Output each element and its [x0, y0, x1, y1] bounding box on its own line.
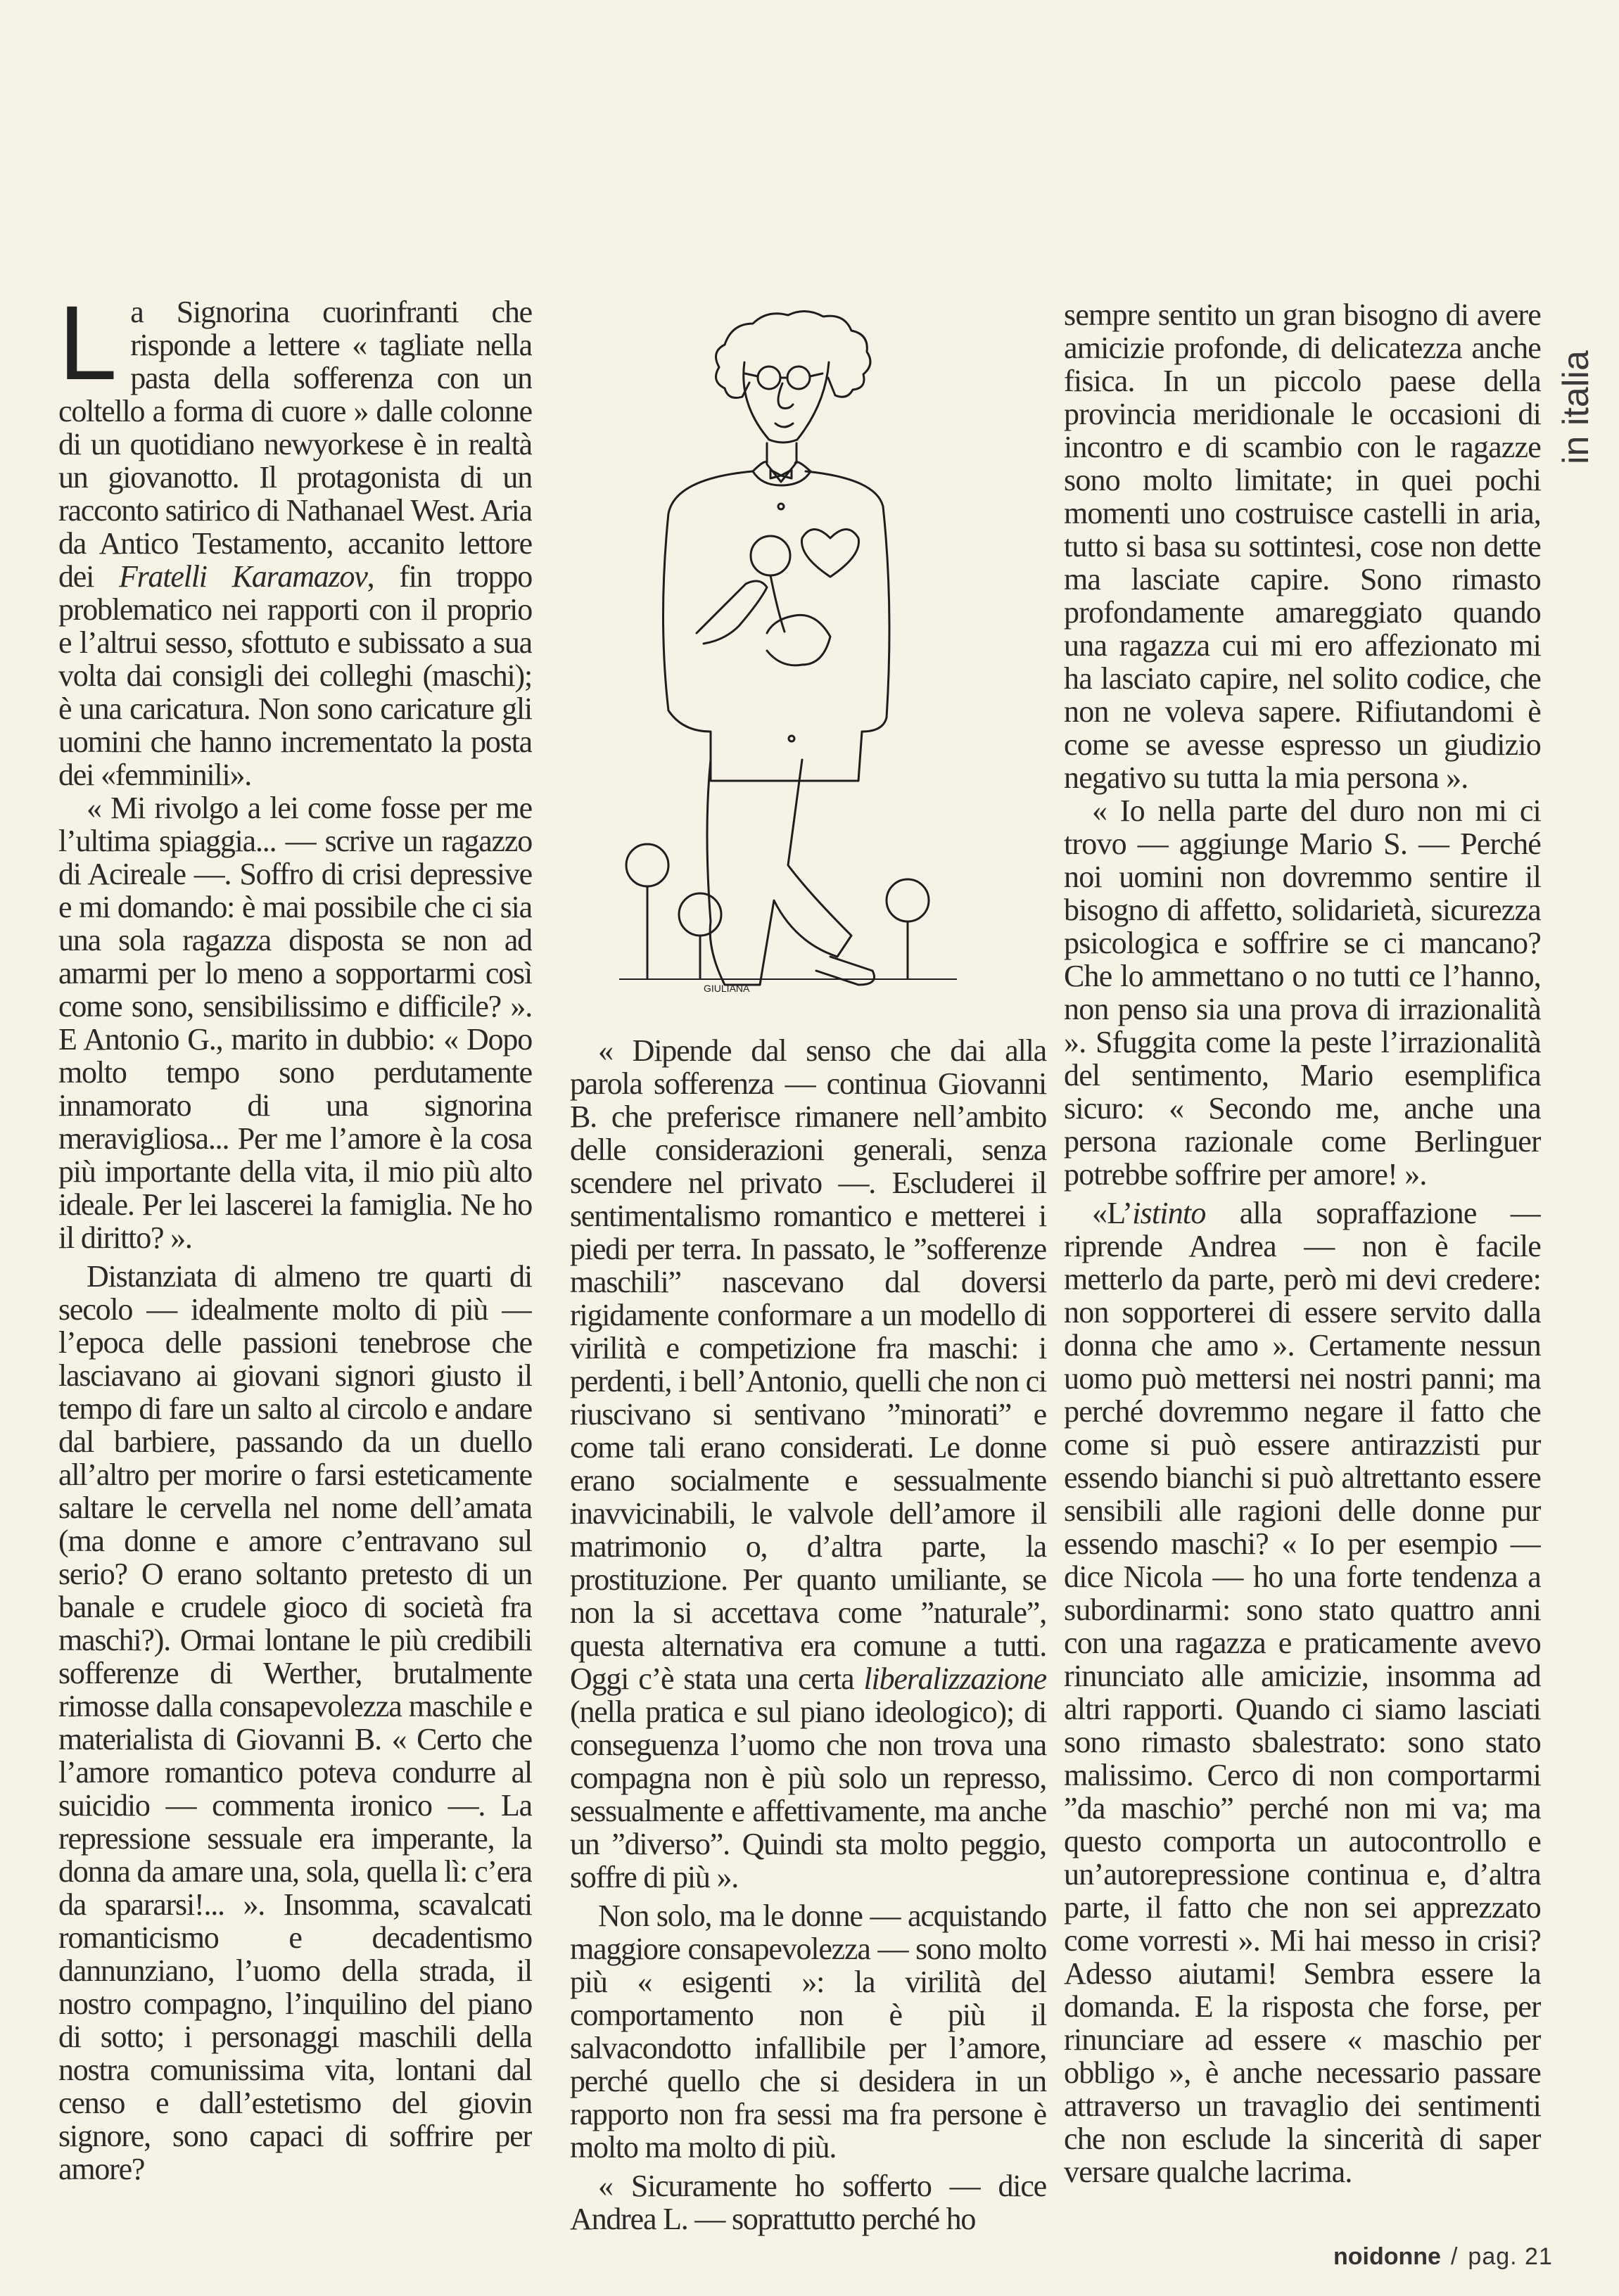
right-hand	[767, 615, 830, 665]
paragraph: Non solo, ma le donne — acquistando maggiore consapevolezza — sono molto più « esigenti »: la virilità del comportamento non è più il salvacondotto infallibile per l’amore, perché quello che si desidera in un rapporto non fra sessi ma fra persone è molto ma molto di più.	[570, 1899, 1046, 2164]
drop-cap: L	[58, 295, 117, 402]
paragraph: « Mi rivolgo a lei come fosse per me l’ultima spiaggia... — scrive un ragazzo di Acireale —. Soffro di crisi depressive e mi domando: è mai possibile che ci sia una sola ragazza disposta se non ad amarmi per lo meno a sopportarmi così come sono, sensibilissimo e difficile? ». E Antonio G., marito in dubbio: « Dopo molto tempo sono perdutamente innamorato di una signorina meravigliosa... Per me l’amore è la cosa più importante della vita, il mio più alto ideale. Per lei lascerei la famiglia. Ne ho il diritto? ».	[58, 791, 532, 1255]
ground-flower	[887, 879, 929, 921]
glasses-left	[758, 366, 780, 389]
heart-icon	[802, 530, 859, 578]
paragraph-text: « Dipende dal senso che dai alla parola sofferenza — continua Giovanni B. che preferisce rimanere nell’ambito delle considerazioni generali, senza scendere nel privato —. Escluderei il sentimentalismo romantico e metterei i piedi per terra. In passato, le ”sofferenze maschili” nascevano dal doversi rigidamente conformare a un modello di virilità e competizione fra maschi: i perdenti, i bell’Antonio, quelli che non ci riuscivano si sentivano ”minorati” e come tali erano considerati. Le donne erano socialmente e sessualmente inavvicinabili, le valvole dell’amore il matrimonio o, d’altra parte, la prostituzione. Per quanto umiliante, se non la si accettava come ”naturale”, questa alternativa era comune a tutti. Oggi c’è stata una certa	[570, 1033, 1046, 1696]
paragraph: sempre sentito un gran bisogno di avere amicizie profonde, di delicatezza anche fisica. In un piccolo paese della provincia meridionale le occasioni di incontro e di scambio con le ragazze sono molto limitate; in quei pochi momenti uno costruisce castelli in aria, tutto si basa su sottintesi, cose non dette ma lasciate capire. Sono rimasto profondamente amareggiato quando una ragazza cui mi ero affezionato mi ha lasciato capire, nel solito codice, che non ne voleva sapere. Rifiutandomi è come se avesse espresso un giudizio negativo su tutta la mia persona ».	[1064, 298, 1541, 795]
illustration-signature: GIULIANA	[704, 983, 750, 994]
magazine-name: noidonne	[1333, 2243, 1441, 2270]
paragraph-text: alla sopraffazione — riprende Andrea — non è facile metterlo da parte, però mi devi credere: non sopporterei di essere servito dalla donna che amo ». Certamente nessun uomo può mettersi nei nostri panni; ma perché dovremmo negare il fatto che come si può essere antirazzisti pur essendo bianchi si può altrettanto essere sensibili alle ragioni delle donne pur essendo maschi? « Io per esempio — dice Nicola — ho una forte tendenza a subordinarmi: sono stato quattro anni con una ragazza e praticamente avevo rinunciato alle amicizie, insomma ad altri rapporti. Quando ci siamo lasciati sono rimasto sbalestrato: sono stato malissimo. Cerco di non comportarmi ”da maschio” perché non mi va; ma questo comporta un autocontrollo e un’autorepressione continua e, d’altra parte, il fatto che non sei apprezzato come vorresti ». Mi hai messo in crisi? Adesso aiutami! Sembra essere la domanda. E la risposta che forse, per rinunciare ad essere « maschio per obbligo », è anche necessario passare attraverso un travaglio dei sentimenti che non esclude la sincerità di saper versare qualche lacrima.	[1064, 1196, 1541, 2189]
paragraph-text: (nella pratica e sul piano ideologico); di conseguenza l’uomo che non trova una compagna non è più solo un represso, sessualmente e affettivamente, ma anche un ”diverso”. Quindi sta molto peggio, soffre di più ».	[570, 1695, 1046, 1894]
cartoon-man-icon	[619, 311, 957, 985]
paragraph-text: , fin troppo problematico nei rapporti con il proprio e l’altrui sesso, sfottuto e subissato a sua volta dai consigli dei colleghi (maschi); è una caricatura. Non sono caricature gli uomini che hanno incrementato la posta dei «femminili».	[58, 559, 532, 792]
hair	[716, 311, 870, 397]
ground-flower	[626, 844, 668, 886]
left-hand	[697, 581, 767, 644]
book-title: Fratelli Karamazov	[118, 559, 367, 594]
emphasis: liberalizzazione	[863, 1662, 1046, 1696]
paragraph: Distanziata di almeno tre quarti di secolo — idealmente molto di più — l’epoca delle passioni tenebrose che lasciavano ai giovani signori giusto il tempo di fare un salto al circolo e andare dal barbiere, passando da un duello all’altro per morire o farsi esteticamente saltare le cervella nel nome dell’amata (ma donne e amore c’entravano sul serio? O erano soltanto pretesto di un banale e crudele gioco di società fra maschi?). Ormai lontane le più credibili sofferenze di Werther, brutalmente rimosse dalla consapevolezza maschile e materialista di Giovanni B. « Certo che l’amore romantico poteva condurre al suicidio — commenta ironico —. La repressione sessuale era imperante, la donna da amare una, sola, quella lì: c’era da spararsi!... ». Insomma, scavalcati romanticismo e decadentismo dannunziano, l’uomo della strada, il nostro compagno, l’inquilino del piano di sotto; i personaggi maschili della nostra comunissima vita, lontani dal censo e dall’estetismo del giovin signore, sono capaci di soffrire per amore?	[58, 1259, 532, 2186]
footer-separator: /	[1450, 2243, 1459, 2270]
paragraph-text: «L’	[1092, 1196, 1133, 1230]
legs	[707, 760, 851, 985]
article-column-3	[1064, 298, 1541, 2195]
glasses-right	[787, 366, 810, 389]
held-flower	[751, 536, 790, 575]
paragraph: « Sicuramente ho sofferto — dice Andrea L. — soprattutto perché ho	[570, 2169, 1046, 2236]
paragraph: « Io nella parte del duro non mi ci trovo — aggiunge Mario S. — Perché noi uomini non dovremmo sentire il bisogno di affetto, solidarietà, sicurezza psicologica e soffrire se ci mancano? Che lo ammettano o no tutti ce l’hanno, non penso sia una prova di irrazionalità ». Sfuggita come la peste l’irrazionalità del sentimento, Mario esemplifica sicuro: « Secondo me, anche una persona razionale come Berlinguer potrebbe soffrire per amore! ».	[1064, 793, 1541, 1192]
emphasis: istinto	[1132, 1196, 1206, 1230]
shoe	[816, 957, 875, 985]
jacket	[664, 471, 890, 781]
paragraph	[570, 1034, 1046, 1894]
paragraph-text: a Signorina cuorinfranti che risponde a lettere « tagliate nella pasta della sofferenza con un coltello a forma di cuore » dalle colonne di un quotidiano newyorkese è in realtà un giovanotto. Il protagonista di un racconto satirico di Nathanael West. Aria da Antico Testamento, accanito lettore dei	[58, 295, 532, 594]
page-footer	[1333, 2243, 1553, 2271]
page-number: pag. 21	[1468, 2243, 1553, 2270]
article-column-2	[570, 1034, 1046, 2236]
cartoon-illustration	[619, 302, 957, 999]
paragraph	[1064, 1197, 1541, 2188]
paragraph	[58, 295, 532, 791]
article-column-1	[58, 295, 532, 2195]
section-label: in italia	[1556, 350, 1596, 464]
ground-flower	[679, 893, 721, 936]
